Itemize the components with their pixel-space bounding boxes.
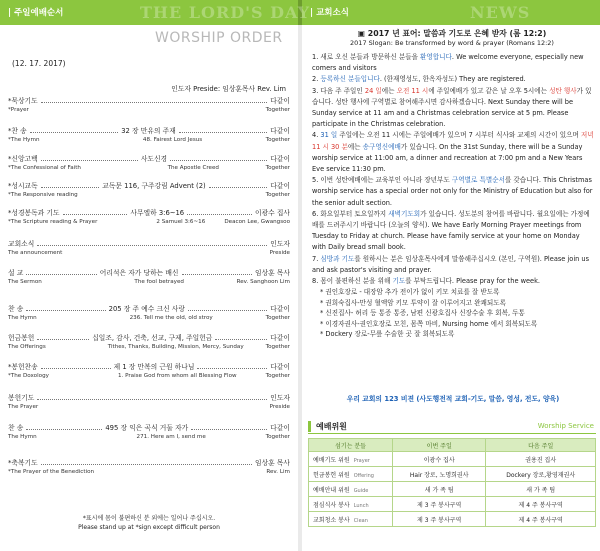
order-item-content-en (29, 106, 266, 114)
order-item-content-en (38, 403, 269, 411)
news-list (312, 52, 594, 340)
prayer-list (312, 287, 594, 340)
worship-service-title: 예배위원 (316, 422, 347, 431)
service-next-week: 새 가 족 팀 (486, 482, 596, 497)
order-item (8, 334, 290, 351)
order-item-content-en: 48. Fairest Lord Jesus (142, 137, 203, 143)
order-item-content: 교독문 116, 구주강림 Advent (2) (102, 182, 206, 190)
service-date: (12. 17. 2017) (12, 59, 66, 68)
service-role-en: Guide (353, 487, 369, 494)
service-role: 점심식사 봉사 Lunch (309, 497, 393, 512)
service-this-week: 제 3 주 봉사구역 (393, 512, 486, 527)
service-role: 헌금봉헌 위원 Offering (309, 467, 393, 482)
order-item-leader: 임상훈 목사 (255, 459, 290, 467)
order-item-content: 32 장 만유의 주재 (121, 127, 176, 135)
order-item-leader: 다같이 (270, 334, 290, 342)
order-item-title-en: *The Doxology (8, 373, 49, 379)
order-item-title: *성경봉독과 기도 (8, 209, 60, 217)
order-item-content: 495 장 익은 곡식 거둘 자가 (105, 424, 189, 432)
order-item-content: 사무엘하 3:6~16 (130, 209, 185, 217)
order-item-leader: 다같이 (270, 155, 291, 163)
news-item: 5. 이번 성탄예배에는 교육부인 아니라 장년부도 구역별로 특별순서를 갖습니다. This Christmas worship service has a special order not only for the Ministry of Education but also for the senior adult section. (312, 176, 593, 207)
order-item-content: 205 장 주 예수 크신 사랑 (108, 305, 185, 313)
order-item-leader: 다같이 (270, 424, 290, 432)
service-row (309, 497, 596, 512)
order-item-title: 헌금봉헌 (8, 334, 35, 342)
order-item-content: 제 1 장 만복의 근원 하나님 (113, 363, 195, 371)
order-item-title: *축복기도 (8, 459, 38, 467)
col-header-this-week: 이번 주일 (393, 439, 486, 452)
order-item-content-en: The Apostle Creed (167, 165, 219, 171)
order-item-title: *찬 송 (8, 127, 27, 135)
news-item: 1. 새로 오신 분들과 방문하신 분들을 환영합니다. We welcome everyone, especially new comers and visitors (312, 53, 584, 73)
order-item-title: 교회소식 (8, 240, 35, 248)
order-item-leader-en: Deacon Lee, Gwangsoo (224, 219, 290, 225)
worship-service-title-en: Worship Service (537, 422, 594, 430)
service-role-en: Lunch (353, 502, 369, 509)
leader-dots (26, 270, 97, 275)
order-item-leader: 인도자 (270, 394, 290, 402)
leader-dots (26, 425, 102, 430)
order-item-leader: 임상훈 목사 (255, 269, 291, 277)
order-item-leader-en: Preside (269, 404, 290, 410)
order-item-leader-en: Together (265, 315, 290, 321)
order-item (8, 240, 290, 257)
worship-service-header (308, 419, 596, 434)
news-item: 7. 심방과 기도를 원하시는 분은 임상훈목사에게 말씀해주십시오 (본인, 구역원). Please join us and ask pastor's visiting and prayer. (312, 254, 590, 274)
section-label-news: | 교회소식 (310, 8, 349, 18)
order-item-title-en: *Prayer (8, 107, 29, 113)
leader-dots (41, 460, 252, 465)
order-item-title-en: The Hymn (8, 315, 37, 321)
worship-order-pane (0, 25, 298, 551)
order-item-title-en: The Prayer (8, 404, 39, 410)
order-item-content-en: 271. Here am I, send me (136, 434, 206, 440)
leader-dots (41, 156, 138, 161)
order-item-title: 설 교 (8, 269, 24, 277)
order-item (8, 269, 290, 286)
service-row (309, 452, 596, 467)
order-item-leader: 다같이 (270, 363, 291, 371)
order-item-leader-en: Rev. Lim (266, 469, 290, 475)
order-item-title: 찬 송 (8, 424, 24, 432)
leader-dots (37, 335, 89, 340)
order-item-title-en: The Offerings (8, 344, 46, 350)
order-item-leader-en: Together (265, 192, 290, 198)
order-item-leader-en: Together (265, 344, 290, 350)
leader-dots (179, 128, 268, 133)
order-item-content-en: Tithes, Thanks, Building, Mission, Mercy, Sunday (107, 344, 244, 350)
order-item-title-en: *The Scripture reading & Prayer (8, 219, 98, 225)
order-item-content: 어리석은 자가 당하는 배신 (99, 269, 179, 277)
leader-dots (41, 98, 268, 103)
footnote-en: Please stand up at *sign except difficult person (78, 524, 220, 531)
order-item-content-en (94, 468, 266, 476)
section-ghost-title-left: THE LORD'S DAY (140, 3, 311, 22)
service-next-week: 제 4 주 봉사구역 (486, 497, 596, 512)
news-pane (302, 25, 600, 551)
col-header-role: 섬기는 분들 (309, 439, 393, 452)
leader-dots (30, 128, 119, 133)
order-item-leader: 다같이 (270, 182, 291, 190)
service-next-week: 제 4 주 봉사구역 (486, 512, 596, 527)
church-vision: 우리 교회의 123 비젼 (사도행전적 교회-기도, 말씀, 영성, 전도, 양육) (346, 395, 560, 403)
order-item-title-en: The announcement (8, 250, 63, 256)
order-item (8, 209, 290, 226)
news-item: 8. 몸이 불편하신 분을 위해 기도를 부탁드립니다. Please pray for the week. (312, 277, 541, 286)
leader-dots (41, 183, 100, 188)
order-item-content: 십일조, 감사, 건축, 선교, 구제, 주일헌금 (92, 334, 213, 342)
news-item: 3. 다음 주 주일인 24 일에는 오전 11 시에 주일예배가 있고 같은 날 오후 5시에는 성탄 행사가 있습니다. 성탄 행사에 구역별로 참여해주시면 감사하겠습니다. Next Sunday there will be Sunday service at 11 am and a Christmas celebration service at 5 pm. Please participate in the Christmas celebration. (312, 86, 592, 129)
prayer-item: * Dockery 장로-무릎 수술한 곳 잘 회복되도록 (320, 330, 455, 339)
order-item-content-en: The fool betrayed (134, 279, 184, 285)
order-item-title: *봉헌찬송 (8, 363, 38, 371)
order-item-title-en: *The Responsive reading (8, 192, 78, 198)
order-item-title-en: *The Hymn (8, 137, 40, 143)
order-item-title: 찬 송 (8, 305, 24, 313)
order-item-title-en: The Sermon (8, 279, 42, 285)
prayer-item: * 권인호장로 - 대장암 추가 전이가 없이 키모 치료를 잘 받도록 (320, 288, 500, 297)
news-slogan: 2017 Slogan: Be transformed by word & prayer (Romans 12:2) (350, 39, 554, 47)
order-item (8, 424, 290, 441)
order-item-leader: 인도자 (270, 240, 290, 248)
service-row (309, 512, 596, 527)
leader-dots (191, 425, 267, 430)
order-item-leader: 다같이 (270, 127, 290, 135)
order-item-title-en: *The Confessional of Faith (8, 165, 81, 171)
order-item-title: *신앙고백 (8, 155, 38, 163)
order-item-leader-en: Together (265, 434, 290, 440)
order-item (8, 182, 290, 199)
order-item-title: *성시교독 (8, 182, 38, 190)
order-item-leader-en: Together (265, 107, 290, 113)
order-item-leader-en: Preside (269, 250, 290, 256)
service-this-week: 이광수 집사 (393, 452, 486, 467)
worship-order-title: WORSHIP ORDER (155, 30, 283, 46)
news-title: ▣ 2017 년 표어: 말씀과 기도로 은혜 받자 (롬 12:2) (357, 29, 547, 38)
leader-dots (37, 395, 267, 400)
leader-dots (187, 210, 252, 215)
order-item-leader-en: Together (265, 373, 290, 379)
service-role: 교회청소 봉사 Clean (309, 512, 393, 527)
service-role: 예배안내 위원 Guide (309, 482, 393, 497)
order-item-content-en: 2 Samuel 3:6~16 (156, 219, 206, 225)
prayer-item: * 신진집사- 허리 등 통증 통증, 남편 신광호집사 신장수술 후 회복, 두통 (320, 309, 525, 318)
order-item-leader-en: Together (265, 165, 290, 171)
order-item-leader: 이광수 집사 (255, 209, 290, 217)
service-role-en: Offering (353, 472, 374, 479)
order-item (8, 305, 290, 322)
service-row (309, 482, 596, 497)
leader-dots (209, 183, 268, 188)
service-role: 예배기도 위원 Prayer (309, 452, 393, 467)
prayer-item: * 권희숙집사-만성 혈액암 키모 투약이 잘 이루어지고 완쾌되도록 (320, 298, 506, 307)
order-item-leader: 다같이 (270, 305, 290, 313)
order-item (8, 363, 290, 380)
order-item-title: 봉헌기도 (8, 394, 35, 402)
service-table-header (309, 439, 596, 452)
prayer-item: * 이경자권사-권인호장로 모친, 몸쪽 마비, Nursing home 에서 회복되도록 (320, 319, 538, 328)
leader-dots (188, 306, 267, 311)
section-label-worship: | 주일예배순서 (8, 8, 64, 18)
news-item: 6. 화요일부터 토요일까지 새벽기도회가 있습니다. 성도분의 참여를 바랍니다. 월요일에는 가정예배를 드려주시기 바랍니다 (오늘의 양식). We have Early Morning Prayer meetings from Tuesday to Friday at church. Please have family service at your home on Monday with Daily bread small book. (312, 209, 590, 252)
leader-dots (37, 241, 267, 246)
order-item-title-en: *The Prayer of the Benediction (8, 469, 95, 475)
order-item-content-en: 236. Tell me the old, old stroy (129, 315, 213, 321)
section-marker (308, 421, 311, 432)
order-item-content: 사도신경 (140, 155, 168, 163)
service-this-week: 제 3 주 봉사구역 (393, 497, 486, 512)
service-this-week: 새 가 족 팀 (393, 482, 486, 497)
footnote-ko: *표시에 몸이 불편하신 분 외에는 일어나 주십시오. (82, 515, 216, 522)
presider: 인도자 Preside: 임상훈목사 Rev. Lim (171, 85, 286, 93)
order-item (8, 155, 290, 172)
order-item-leader-en: Rev. Sanghoon Lim (236, 279, 290, 285)
order-item-content-en (78, 191, 266, 199)
service-next-week: Dockery 장로,황영재권사 (486, 467, 596, 482)
leader-dots (182, 270, 253, 275)
leader-dots (197, 364, 267, 369)
order-item-title: *묵상기도 (8, 97, 38, 105)
section-ghost-title-right: NEWS (470, 3, 531, 22)
service-row (309, 467, 596, 482)
leader-dots (41, 364, 111, 369)
leader-dots (26, 306, 105, 311)
order-item (8, 97, 290, 114)
service-next-week: 권용진 집사 (486, 452, 596, 467)
order-item-content-en (62, 249, 269, 257)
service-role-en: Prayer (353, 457, 370, 464)
order-item-leader-en: Together (265, 137, 290, 143)
order-item-content-en: 1. Praise God from whom all Blessing Flow (117, 373, 237, 379)
order-item-title-en: The Hymn (8, 434, 37, 440)
service-table (308, 438, 596, 527)
order-item-leader: 다같이 (270, 97, 290, 105)
leader-dots (170, 156, 267, 161)
order-item (8, 127, 290, 144)
service-role-en: Clean (353, 517, 368, 524)
col-header-next-week: 다음 주일 (486, 439, 596, 452)
service-this-week: Hair 장로, 노명희권사 (393, 467, 486, 482)
news-item: 4. 31 일 주일에는 오전 11 시에는 주일예배가 있으며 7 시부터 식사와 교제의 시간이 있으며 저녁 11 시 30 분에는 송구영신예배가 있습니다. On the 31st Sunday, there will be a Sunday worship service at 11:00 am, a dinner and recreation at 7:00 pm and a New Years Eve service 11:30 pm. (312, 131, 594, 174)
news-item: 2. 등록하신 분들입니다. (한재영성도, 한옥자성도) They are registered. (312, 75, 526, 84)
leader-dots (63, 210, 128, 215)
leader-dots (215, 335, 267, 340)
order-item (8, 459, 290, 476)
order-item (8, 394, 290, 411)
